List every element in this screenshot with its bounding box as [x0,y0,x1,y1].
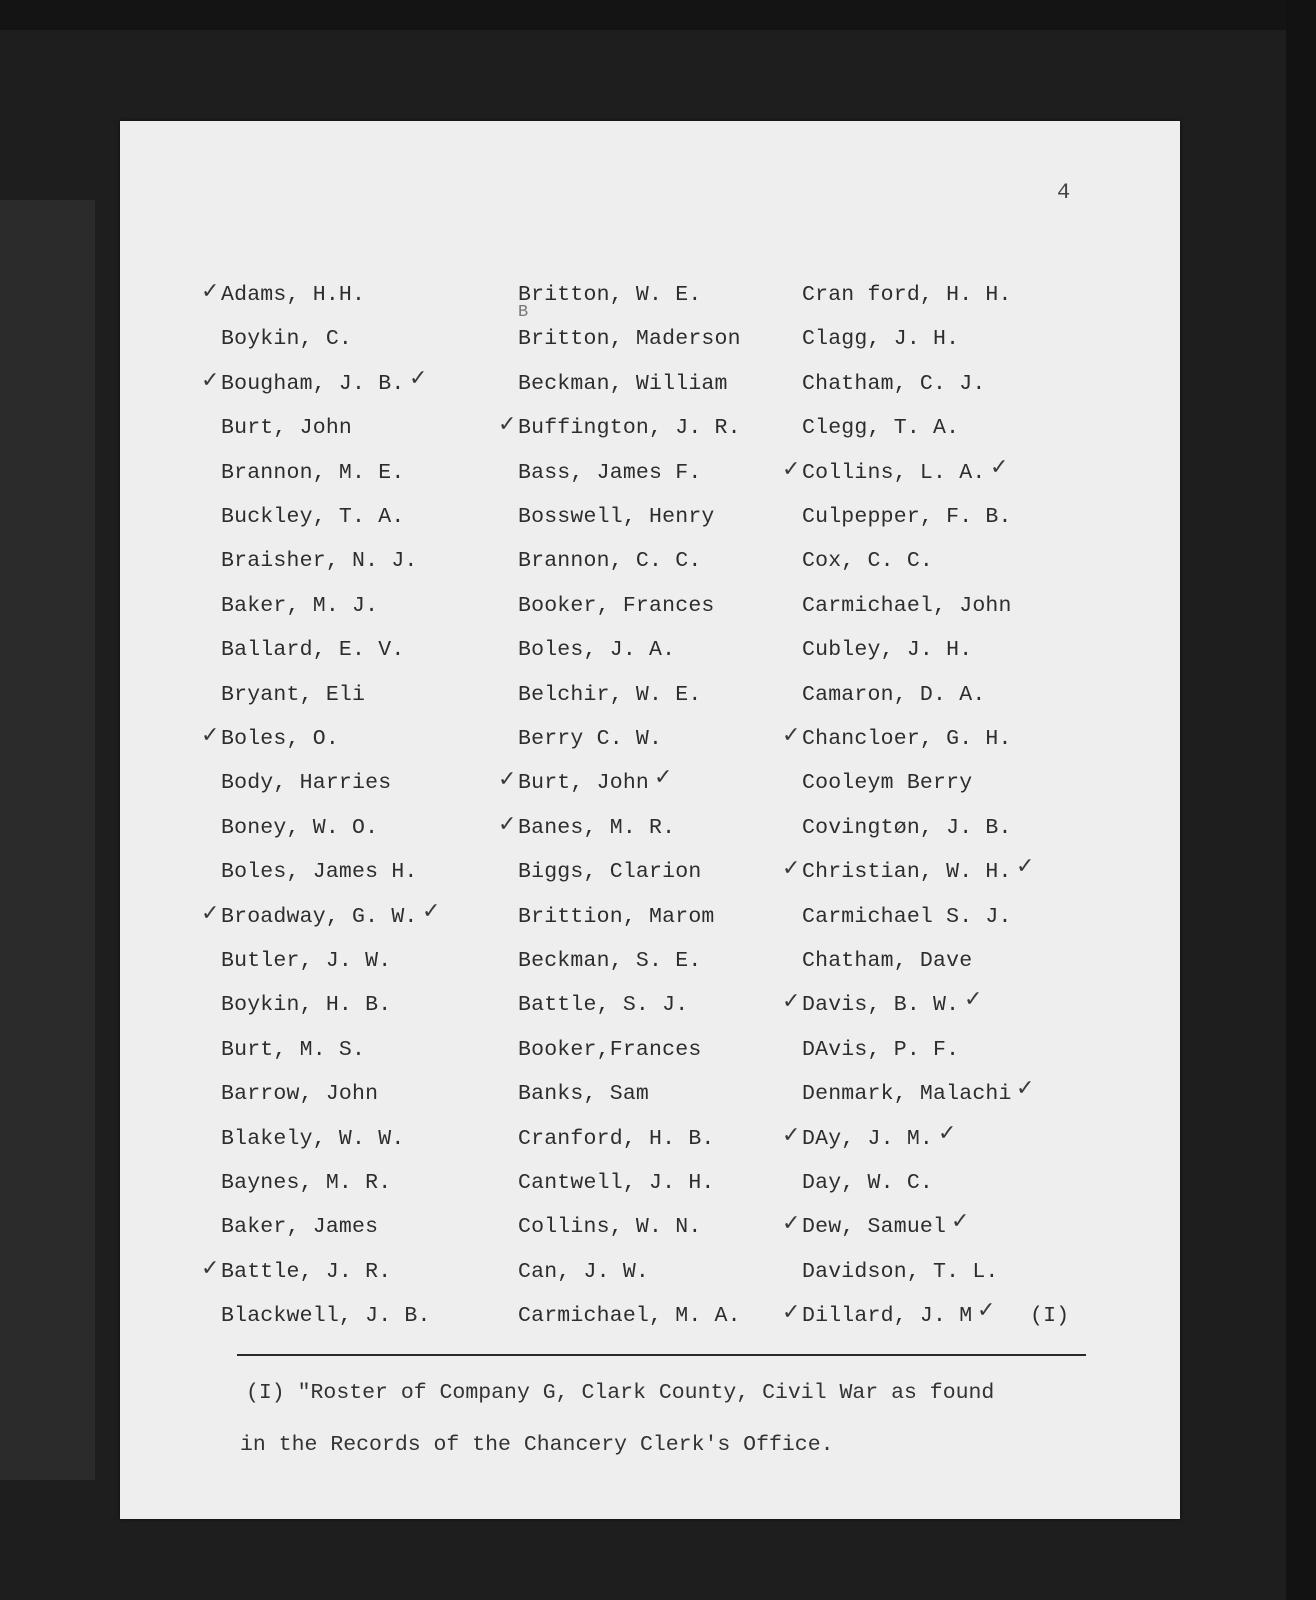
footnote-divider [237,1354,1086,1356]
roster-entry: Davidson, T. L. [802,1259,999,1284]
roster-entry: Cooleym Berry [802,771,973,796]
roster-entry: Bougham, J. B. [221,371,405,396]
check-mark-icon: ✓ [201,723,220,748]
roster-entry: Beckman, William [518,371,728,396]
roster-entry: Buckley, T. A. [221,505,405,529]
roster-entry: Culpepper, F. B. [802,505,1012,529]
roster-entry: Boykin, C. [221,327,353,352]
roster-entry: Bass, James F. [518,460,702,485]
roster-entry: Braisher, N. J. [221,549,418,574]
roster-entry: Boles, O. [221,727,339,751]
roster-entry: Battle, J. R. [221,1259,392,1284]
check-mark-icon: ✓ [409,365,428,391]
check-mark-icon: ✓ [1016,1076,1035,1102]
footnote-line-1: (I) "Roster of Company G, Clark County, Civil War as found [246,1381,995,1405]
roster-entry: Chancloer, G. H. [802,727,1012,751]
roster-entry: Carmichael, John [802,593,1012,618]
roster-entry: Bosswell, Henry [518,505,715,529]
roster-entry: Booker, Frances [518,593,715,618]
check-mark-icon: ✓ [782,1122,801,1148]
roster-entry: Berry C. W. [518,727,663,751]
roster-entry: Brannon, M. E. [221,460,405,485]
check-mark-icon: ✓ [977,1298,996,1324]
check-mark-icon: ✓ [782,1300,801,1326]
roster-entry: Banks, Sam [518,1082,650,1107]
roster-entry: DAvis, P. F. [802,1037,960,1062]
roster-entry: Denmark, Malachi [802,1082,1012,1107]
roster-entry: Carmichael, M. A. [518,1304,741,1329]
roster-entry: Christian, W. H. [802,860,1012,885]
roster-entry: Belchir, W. E. [518,682,702,707]
roster-entry: Camaron, D. A. [802,682,986,707]
roster-entry: Baker, James [221,1215,379,1240]
scan-border-left [0,200,95,1480]
check-mark-icon: ✓ [422,898,441,924]
roster-entry: Britton, W. E. [518,283,702,307]
check-mark-icon: ✓ [654,765,673,791]
check-mark-icon: ✓ [201,279,220,304]
roster-entry: Brannon, C. C. [518,549,702,574]
roster-entry: Barrow, John [221,1082,379,1107]
handwritten-annotation: B [518,303,529,322]
check-mark-icon: ✓ [782,1211,801,1237]
roster-entry: Covingtøn, J. B. [802,815,1012,840]
check-mark-icon: ✓ [1016,854,1035,880]
check-mark-icon: ✓ [782,856,801,882]
roster-entry: Ballard, E. V. [221,638,405,663]
roster-entry: Butler, J. W. [221,949,392,973]
roster-entry: Chatham, Dave [802,949,973,973]
footnote-line-2: in the Records of the Chancery Clerk's Office. [240,1433,834,1457]
roster-entry: Davis, B. W. [802,993,960,1018]
roster-entry: Chatham, C. J. [802,371,986,396]
roster-entry: Buffington, J. R. [518,416,741,441]
roster-entry: Day, W. C. [802,1171,934,1195]
check-mark-icon: ✓ [951,1209,970,1235]
page-number: 4 [1057,180,1071,205]
roster-entry: Clegg, T. A. [802,416,960,441]
footnote-reference: (I) [1030,1304,1070,1329]
roster-entry: Collins, L. A. [802,460,986,485]
roster-entry: Can, J. W. [518,1259,650,1284]
scan-border-top [0,0,1316,30]
roster-entry: Cox, C. C. [802,549,934,574]
roster-entry: Boney, W. O. [221,815,379,840]
check-mark-icon: ✓ [938,1120,957,1146]
roster-entry: Brittion, Marom [518,904,715,929]
roster-entry: Boles, James H. [221,860,418,885]
roster-entry: Battle, S. J. [518,993,689,1018]
roster-entry: Burt, M. S. [221,1037,366,1062]
scan-border-right [1286,0,1316,1600]
roster-entry: Beckman, S. E. [518,949,702,973]
check-mark-icon: ✓ [201,367,220,393]
roster-entry: Dew, Samuel [802,1215,947,1240]
check-mark-icon: ✓ [782,456,801,482]
roster-entry: Cubley, J. H. [802,638,973,663]
roster-entry: Baker, M. J. [221,593,379,618]
roster-entry: Collins, W. N. [518,1215,702,1240]
roster-entry: Blakely, W. W. [221,1126,405,1151]
check-mark-icon: ✓ [201,1255,220,1281]
check-mark-icon: ✓ [498,811,517,837]
check-mark-icon: ✓ [201,900,220,926]
roster-entry: Broadway, G. W. [221,904,418,929]
roster-entry: Boykin, H. B. [221,993,392,1018]
check-mark-icon: ✓ [990,454,1009,480]
roster-entry: Burt, John [518,771,650,796]
roster-entry: Bryant, Eli [221,682,366,707]
roster-entry: Baynes, M. R. [221,1171,392,1195]
roster-entry: DAy, J. M. [802,1126,934,1151]
check-mark-icon: ✓ [782,723,801,748]
roster-entry: Body, Harries [221,771,392,796]
check-mark-icon: ✓ [498,412,517,438]
roster-entry: Cran ford, H. H. [802,283,1012,307]
roster-entry: Blackwell, J. B. [221,1304,431,1329]
roster-entry: Carmichael S. J. [802,904,1012,929]
roster-entry: Clagg, J. H. [802,327,960,352]
roster-entry: Adams, H.H. [221,283,366,307]
check-mark-icon: ✓ [498,767,517,793]
roster-entry: Biggs, Clarion [518,860,702,885]
check-mark-icon: ✓ [782,989,801,1015]
roster-entry: Banes, M. R. [518,815,676,840]
roster-entry: Booker,Frances [518,1037,702,1062]
roster-entry: Cantwell, J. H. [518,1171,715,1195]
roster-entry: Burt, John [221,416,353,441]
roster-entry: Britton, Maderson [518,327,741,352]
roster-entry: Dillard, J. M [802,1304,973,1329]
check-mark-icon: ✓ [964,987,983,1013]
roster-entry: Cranford, H. B. [518,1126,715,1151]
roster-entry: Boles, J. A. [518,638,676,663]
